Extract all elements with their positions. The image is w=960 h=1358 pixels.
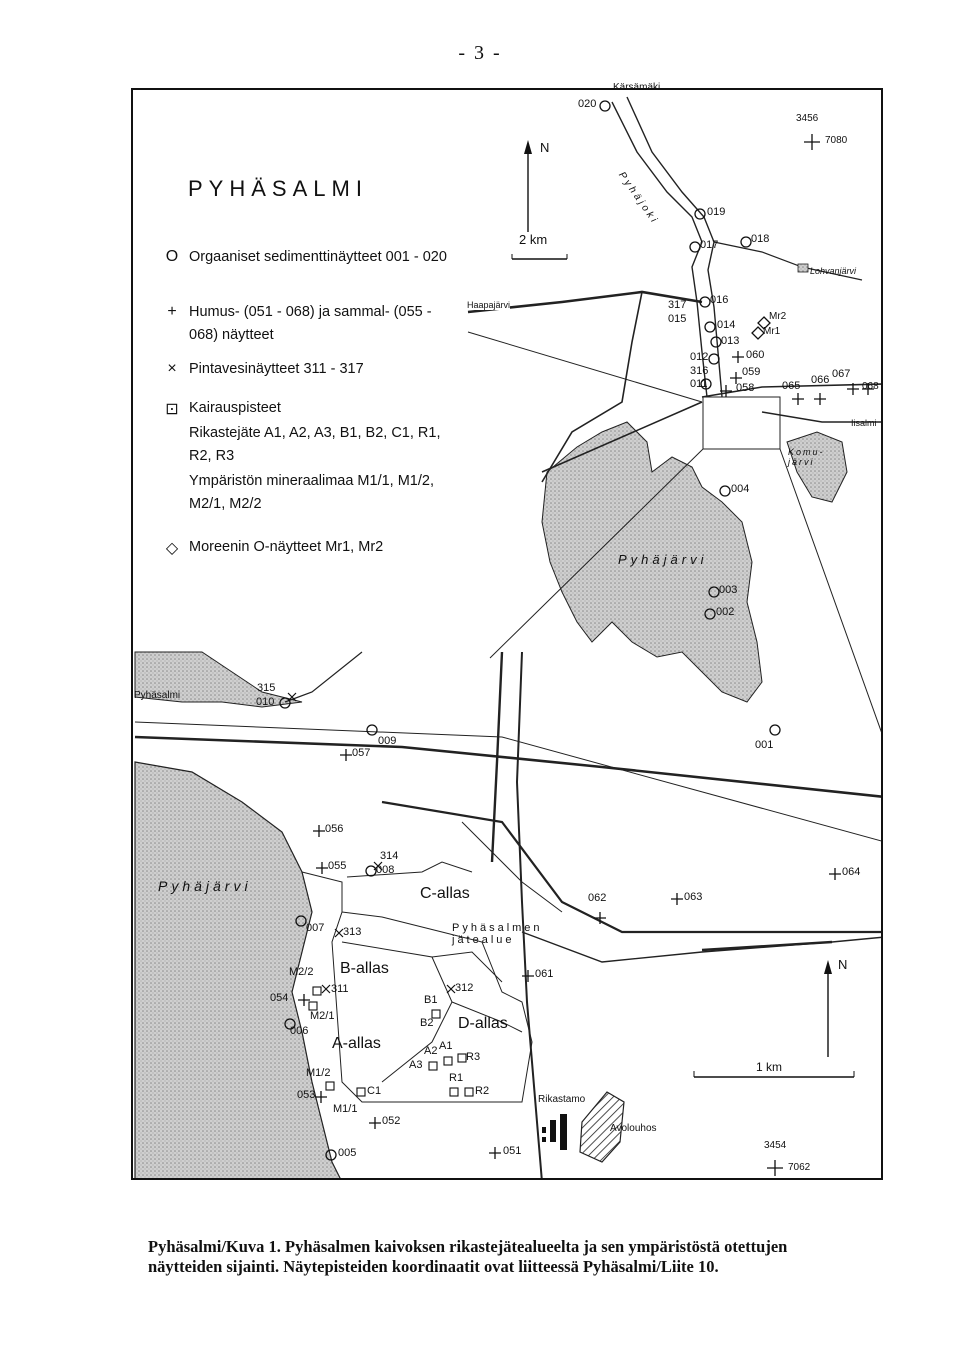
label-m1-1: M1/1	[333, 1103, 358, 1115]
label-020: 020	[578, 98, 597, 110]
label-006: 006	[290, 1025, 309, 1037]
plus-icon: +	[167, 303, 177, 320]
place-iisalmi: Iisalmi	[851, 418, 877, 428]
label-018: 018	[751, 233, 770, 245]
label-056: 056	[325, 823, 344, 835]
label-a2: A2	[424, 1045, 438, 1057]
coord-lower-top: 3454	[764, 1140, 787, 1151]
label-avolouhos: Avolouhos	[610, 1123, 657, 1134]
legend-item-mineral-soil: Ympäristön mineraalimaa M1/1, M1/2, M2/1, M2/2	[189, 473, 434, 512]
drill-point-r2	[465, 1088, 473, 1096]
label-a1: A1	[439, 1040, 453, 1052]
label-c1: C1	[367, 1085, 382, 1097]
drill-point-c1	[357, 1088, 365, 1096]
lake-komujarvi	[787, 432, 847, 502]
water-sample-311	[322, 985, 330, 993]
coord-plus-lower	[767, 1160, 783, 1176]
label-314: 314	[380, 850, 399, 862]
place-pyhajoki: Pyhäjoki	[615, 170, 661, 227]
scale-label-lower: 1 km	[756, 1060, 783, 1074]
cross-icon: ×	[167, 360, 177, 377]
label-r3: R3	[466, 1051, 481, 1063]
sample-plus-057	[340, 749, 352, 761]
circle-icon: O	[165, 248, 179, 265]
sample-circle-018	[741, 237, 751, 247]
drill-point-m1-2	[326, 1082, 334, 1090]
coord-plus-upper	[804, 134, 820, 150]
legend-item-sediment: Orgaaniset sedimenttinäytteet 001 - 020	[189, 249, 447, 265]
label-002: 002	[716, 606, 735, 618]
sample-circle-020	[600, 101, 610, 111]
label-064: 064	[842, 866, 861, 878]
page-number: - 3 -	[458, 42, 502, 64]
label-c-allas: C-allas	[420, 885, 470, 902]
sample-plus-052	[369, 1117, 381, 1129]
legend-item-moraine: Moreenin O-näytteet Mr1, Mr2	[189, 539, 384, 555]
sample-circle-019	[695, 209, 705, 219]
label-004: 004	[731, 483, 750, 495]
label-052: 052	[382, 1115, 401, 1127]
drill-point-m2-2	[313, 987, 321, 995]
label-059: 059	[742, 366, 761, 378]
sample-circle-017	[690, 242, 700, 252]
rikastamo-buildings	[542, 1114, 567, 1150]
label-d-allas: D-allas	[458, 1015, 508, 1032]
label-010: 010	[256, 696, 275, 708]
sample-circle-008	[366, 866, 376, 876]
sample-plus-064	[829, 868, 841, 880]
label-011: 011	[690, 378, 708, 390]
label-b-allas: B-allas	[340, 960, 389, 977]
label-053: 053	[297, 1089, 316, 1101]
label-315: 315	[257, 682, 276, 694]
diamond-icon: ◇	[165, 540, 179, 557]
drill-point-a3	[429, 1062, 437, 1070]
sample-plus-054	[298, 994, 310, 1006]
sample-plus-055	[316, 862, 328, 874]
label-019: 019	[707, 206, 726, 218]
north-label-upper: N	[540, 140, 550, 155]
sample-plus-051	[489, 1147, 501, 1159]
water-sample-312	[447, 985, 455, 993]
label-013: 013	[721, 335, 740, 347]
label-m2-1: M2/1	[310, 1010, 335, 1022]
label-b2: B2	[420, 1017, 434, 1029]
place-lohvanjarvi: Lohvanjärvi	[810, 266, 857, 276]
label-a-allas: A-allas	[332, 1035, 381, 1052]
sample-circle-009	[367, 725, 377, 735]
sample-plus-056	[313, 825, 325, 837]
label-r1: R1	[449, 1072, 464, 1084]
sample-plus-060	[732, 351, 744, 363]
drill-point-m2-1	[309, 1002, 317, 1010]
place-komujarvi: Komu-järvi	[788, 447, 825, 467]
legend-item-surface-water: Pintavesinäytteet 311 - 317	[189, 361, 364, 377]
label-rikastamo: Rikastamo	[538, 1094, 586, 1105]
sample-plus-066	[814, 393, 826, 405]
place-pyhajarvi-detail: Pyhäjärvi	[158, 878, 252, 894]
label-m2-2: M2/2	[289, 966, 314, 978]
label-058: 058	[736, 382, 755, 394]
label-061: 061	[535, 968, 554, 980]
sample-circle-004	[720, 486, 730, 496]
label-b1: B1	[424, 994, 438, 1006]
legend-panel	[133, 90, 465, 648]
place-haapajarvi: Haapajärvi	[467, 300, 511, 310]
sample-plus-065	[792, 393, 804, 405]
label-015: 015	[668, 313, 687, 325]
label-009: 009	[378, 735, 397, 747]
label-060: 060	[746, 349, 765, 361]
sample-circle-014	[705, 322, 715, 332]
label-054: 054	[270, 992, 289, 1004]
label-008: 008	[376, 864, 395, 876]
label-m1-2: M1/2	[306, 1067, 331, 1079]
label-062: 062	[588, 892, 607, 904]
label-311: 311	[331, 983, 349, 995]
coord-upper-top: 3456	[796, 113, 819, 124]
label-067: 067	[832, 368, 851, 380]
drill-point-r1	[450, 1088, 458, 1096]
label-005: 005	[338, 1147, 357, 1159]
label-312: 312	[455, 982, 474, 994]
place-karsamaki: Kärsämäki	[613, 82, 661, 93]
label-r2: R2	[475, 1085, 490, 1097]
sample-circle-001	[770, 725, 780, 735]
sample-circle-012	[709, 354, 719, 364]
legend-item-humus: Humus- (051 - 068) ja sammal- (055 - 068) näytteet	[189, 304, 432, 343]
sample-plus-063	[671, 893, 683, 905]
label-mr1: Mr1	[763, 326, 781, 337]
sample-plus-061	[522, 970, 534, 982]
label-065: 065	[782, 380, 801, 392]
coord-upper-bottom: 7080	[825, 135, 848, 146]
label-007: 007	[306, 922, 325, 934]
label-057: 057	[352, 747, 371, 759]
place-pyhajarvi-overview: Pyhäjärvi	[618, 552, 708, 567]
place-pyhasalmi: Pyhäsalmi	[134, 690, 181, 701]
dotted-square-icon: ⊡	[165, 401, 179, 418]
label-003: 003	[719, 584, 738, 596]
label-mr2: Mr2	[769, 311, 787, 322]
label-068: 068	[862, 381, 879, 392]
north-label-lower: N	[838, 957, 848, 972]
sample-circle-013	[711, 337, 721, 347]
label-a3: A3	[409, 1059, 423, 1071]
drill-point-r3	[458, 1054, 466, 1062]
label-063: 063	[684, 891, 703, 903]
label-012: 012	[690, 351, 709, 363]
figure-caption: Pyhäsalmi/Kuva 1. Pyhäsalmen kaivoksen rikastejätealueelta ja sen ympäristöstä otettujen näytteiden sijainti. Näytepisteiden koordinaatit ovat liitteessä Pyhäsalmi/Liite 10.	[148, 1237, 788, 1276]
water-sample-313	[335, 929, 343, 937]
legend-item-drill-points: Kairauspisteet	[189, 400, 281, 416]
label-017: 017	[700, 239, 719, 251]
label-014: 014	[717, 319, 736, 331]
label-313: 313	[343, 926, 362, 938]
label-051: 051	[503, 1145, 522, 1157]
label-317: 317	[668, 299, 687, 311]
label-316: 316	[690, 365, 709, 377]
label-016: 016	[710, 294, 729, 306]
label-066: 066	[811, 374, 830, 386]
label-055: 055	[328, 860, 347, 872]
label-001: 001	[755, 739, 774, 751]
coord-lower-bottom: 7062	[788, 1162, 811, 1173]
legend-item-tailings: Rikastejäte A1, A2, A3, B1, B2, C1, R1, R2, R3	[189, 425, 441, 464]
drill-point-a1	[444, 1057, 452, 1065]
legend-title: PYHÄSALMI	[188, 176, 368, 201]
scale-label-upper: 2 km	[519, 232, 548, 247]
label-jatealue: Pyhäsalmen jätealue	[452, 922, 543, 946]
